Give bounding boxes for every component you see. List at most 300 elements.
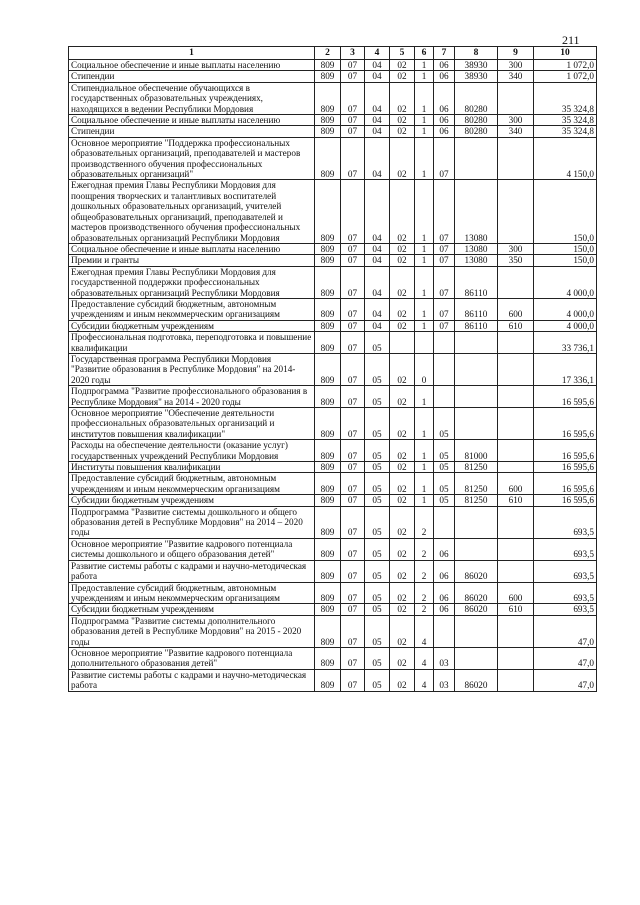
table-row [69,137,597,180]
direction-code: 13080 [455,243,498,254]
expense-type-code [498,506,534,538]
program-code: 02 [390,473,415,495]
direction-code: 13080 [455,255,498,266]
page-number: 211 [562,33,580,47]
program-code: 02 [390,462,415,473]
row-name: Субсидии бюджетным учреждениям [69,604,315,615]
column-header: 10 [534,47,597,60]
program-code: 02 [390,386,415,408]
ministry-code: 809 [315,180,341,243]
expense-type-code [498,386,534,408]
budget-table [68,46,597,692]
table-body [69,60,597,692]
expense-type-code [498,669,534,691]
expense-type-code [498,82,534,114]
direction-code: 81250 [455,495,498,506]
direction-code: 86110 [455,298,498,320]
program-code: 02 [390,353,415,385]
subprogram-code: 1 [415,82,434,114]
subprogram-code: 4 [415,647,434,669]
subprogram-code: 1 [415,137,434,180]
row-name: Предоставление субсидий бюджетным, автономным учреждениям и иным некоммерческим организациям [69,298,315,320]
direction-code [455,386,498,408]
direction-code: 81250 [455,473,498,495]
activity-code: 07 [434,266,455,298]
row-name: Предоставление субсидий бюджетным, автономным учреждениям и иным некоммерческим организациям [69,473,315,495]
section-code: 07 [341,604,365,615]
amount: 1 072,0 [534,71,597,82]
program-code: 02 [390,647,415,669]
direction-code: 86020 [455,669,498,691]
subprogram-code: 1 [415,243,434,254]
program-code: 02 [390,60,415,71]
subsection-code: 04 [365,298,390,320]
table-row [69,298,597,320]
section-code: 07 [341,60,365,71]
table-row [69,180,597,243]
expense-type-code: 300 [498,60,534,71]
table-row [69,266,597,298]
subprogram-code: 1 [415,180,434,243]
subsection-code: 04 [365,255,390,266]
activity-code: 03 [434,669,455,691]
subsection-code: 04 [365,82,390,114]
activity-code: 07 [434,243,455,254]
ministry-code: 809 [315,408,341,440]
subprogram-code: 1 [415,266,434,298]
direction-code: 86110 [455,320,498,331]
row-name: Стипендии [69,71,315,82]
section-code: 07 [341,386,365,408]
row-name: Институты повышения квалификации [69,462,315,473]
program-code: 02 [390,266,415,298]
amount: 35 324,8 [534,82,597,114]
subsection-code: 05 [365,353,390,385]
subsection-code: 05 [365,538,390,560]
activity-code: 06 [434,560,455,582]
expense-type-code [498,353,534,385]
subprogram-code: 1 [415,71,434,82]
subprogram-code: 2 [415,538,434,560]
amount: 47,0 [534,615,597,647]
direction-code: 80280 [455,126,498,137]
subsection-code: 05 [365,462,390,473]
table-row [69,615,597,647]
ministry-code: 809 [315,615,341,647]
expense-type-code: 300 [498,243,534,254]
column-header: 9 [498,47,534,60]
ministry-code: 809 [315,126,341,137]
section-code: 07 [341,506,365,538]
subsection-code: 05 [365,560,390,582]
activity-code: 06 [434,60,455,71]
subsection-code: 04 [365,243,390,254]
subprogram-code: 1 [415,495,434,506]
activity-code [434,386,455,408]
program-code: 02 [390,82,415,114]
activity-code: 05 [434,440,455,462]
table-row [69,332,597,354]
program-code: 02 [390,71,415,82]
subprogram-code: 1 [415,298,434,320]
section-code: 07 [341,615,365,647]
section-code: 07 [341,126,365,137]
subprogram-code: 2 [415,604,434,615]
subsection-code: 05 [365,332,390,354]
row-name: Расходы на обеспечение деятельности (оказание услуг) государственных учреждений Республики Мордовия [69,440,315,462]
table-row [69,462,597,473]
column-header: 2 [315,47,341,60]
section-code: 07 [341,115,365,126]
direction-code [455,647,498,669]
subprogram-code: 1 [415,440,434,462]
activity-code [434,353,455,385]
subsection-code: 04 [365,180,390,243]
activity-code: 06 [434,71,455,82]
subsection-code: 04 [365,60,390,71]
expense-type-code: 300 [498,115,534,126]
subsection-code: 05 [365,408,390,440]
expense-type-code: 600 [498,298,534,320]
section-code: 07 [341,560,365,582]
direction-code: 38930 [455,71,498,82]
activity-code: 06 [434,604,455,615]
program-code: 02 [390,320,415,331]
activity-code: 05 [434,408,455,440]
amount: 1 072,0 [534,60,597,71]
activity-code: 07 [434,137,455,180]
activity-code: 06 [434,538,455,560]
section-code: 07 [341,320,365,331]
section-code: 07 [341,473,365,495]
row-name: Социальное обеспечение и иные выплаты населению [69,115,315,126]
activity-code [434,615,455,647]
direction-code: 80280 [455,82,498,114]
ministry-code: 809 [315,332,341,354]
subprogram-code: 1 [415,115,434,126]
subsection-code: 05 [365,506,390,538]
ministry-code: 809 [315,582,341,604]
row-name: Субсидии бюджетным учреждениям [69,495,315,506]
table-row [69,408,597,440]
row-name: Подпрограмма "Развитие системы дополнительного образования детей в Республике Мордовия" на 2015 - 2020 годы [69,615,315,647]
expense-type-code [498,538,534,560]
ministry-code: 809 [315,462,341,473]
ministry-code: 809 [315,298,341,320]
column-header: 7 [434,47,455,60]
row-name: Подпрограмма "Развитие системы дошкольного и общего образования детей в Республике Мордовия" на 2014 – 2020 годы [69,506,315,538]
section-code: 07 [341,266,365,298]
row-name: Основное мероприятие "Развитие кадрового потенциала системы дошкольного и общего образования детей" [69,538,315,560]
section-code: 07 [341,243,365,254]
section-code: 07 [341,538,365,560]
activity-code: 05 [434,495,455,506]
expense-type-code [498,647,534,669]
table-row [69,506,597,538]
ministry-code: 809 [315,115,341,126]
ministry-code: 809 [315,60,341,71]
amount: 16 595,6 [534,462,597,473]
program-code: 02 [390,298,415,320]
table-row [69,126,597,137]
ministry-code: 809 [315,560,341,582]
ministry-code: 809 [315,473,341,495]
ministry-code: 809 [315,386,341,408]
activity-code: 07 [434,298,455,320]
table-row [69,538,597,560]
table-row [69,115,597,126]
section-code: 07 [341,408,365,440]
program-code: 02 [390,604,415,615]
expense-type-code: 340 [498,126,534,137]
row-name: Социальное обеспечение и иные выплаты населению [69,60,315,71]
program-code: 02 [390,615,415,647]
subprogram-code: 1 [415,408,434,440]
section-code: 07 [341,440,365,462]
subprogram-code: 1 [415,386,434,408]
ministry-code: 809 [315,353,341,385]
ministry-code: 809 [315,266,341,298]
subprogram-code: 1 [415,126,434,137]
program-code: 02 [390,137,415,180]
amount: 4 150,0 [534,137,597,180]
amount: 16 595,6 [534,440,597,462]
activity-code: 06 [434,582,455,604]
amount: 33 736,1 [534,332,597,354]
table-row [69,604,597,615]
ministry-code: 809 [315,647,341,669]
program-code: 02 [390,243,415,254]
table-row [69,582,597,604]
expense-type-code [498,560,534,582]
subsection-code: 05 [365,386,390,408]
row-name: Премии и гранты [69,255,315,266]
ministry-code: 809 [315,538,341,560]
program-code [390,332,415,354]
row-name: Субсидии бюджетным учреждениям [69,320,315,331]
section-code: 07 [341,180,365,243]
activity-code [434,506,455,538]
expense-type-code [498,266,534,298]
table-row [69,560,597,582]
direction-code: 38930 [455,60,498,71]
direction-code: 86110 [455,266,498,298]
direction-code: 86020 [455,604,498,615]
row-name: Социальное обеспечение и иные выплаты населению [69,243,315,254]
subsection-code: 05 [365,669,390,691]
program-code: 02 [390,495,415,506]
expense-type-code: 340 [498,71,534,82]
row-name: Государственная программа Республики Мордовия "Развитие образования в Республике Мордовия" на 2014-2020 годы [69,353,315,385]
activity-code: 06 [434,82,455,114]
amount: 16 595,6 [534,473,597,495]
direction-code: 13080 [455,180,498,243]
amount: 4 000,0 [534,298,597,320]
column-header: 8 [455,47,498,60]
expense-type-code [498,615,534,647]
amount: 693,5 [534,506,597,538]
expense-type-code: 350 [498,255,534,266]
amount: 693,5 [534,604,597,615]
amount: 35 324,8 [534,115,597,126]
amount: 16 595,6 [534,386,597,408]
activity-code: 06 [434,115,455,126]
amount: 17 336,1 [534,353,597,385]
column-header: 5 [390,47,415,60]
row-name: Ежегодная премия Главы Республики Мордовия для поощрения творческих и талантливых воспитателей дошкольных образовательных организаций, учителей общеобразовательных организаций, преподавателей и мастеров производственного обучения профессиональных образовательных организаций Республики Мордовия [69,180,315,243]
row-name: Основное мероприятие "Развитие кадрового потенциала дополнительного образования детей" [69,647,315,669]
ministry-code: 809 [315,495,341,506]
table-row [69,243,597,254]
direction-code [455,137,498,180]
subprogram-code: 2 [415,560,434,582]
subsection-code: 05 [365,473,390,495]
amount: 47,0 [534,647,597,669]
row-name: Основное мероприятие "Обеспечение деятельности профессиональных образовательных организаций и институтов повышения квалификации" [69,408,315,440]
expense-type-code [498,180,534,243]
subsection-code: 05 [365,604,390,615]
direction-code: 81250 [455,462,498,473]
row-name: Подпрограмма "Развитие профессионального образования в Республике Мордовия" на 2014 - 2020 годы [69,386,315,408]
column-header: 3 [341,47,365,60]
activity-code: 05 [434,462,455,473]
subprogram-code: 2 [415,506,434,538]
activity-code [434,332,455,354]
direction-code [455,615,498,647]
expense-type-code: 610 [498,320,534,331]
program-code: 02 [390,180,415,243]
program-code: 02 [390,669,415,691]
amount: 47,0 [534,669,597,691]
section-code: 07 [341,669,365,691]
row-name: Развитие системы работы с кадрами и научно-методическая работа [69,669,315,691]
amount: 150,0 [534,180,597,243]
table-row [69,255,597,266]
direction-code: 81000 [455,440,498,462]
expense-type-code: 600 [498,473,534,495]
program-code: 02 [390,408,415,440]
amount: 693,5 [534,582,597,604]
ministry-code: 809 [315,243,341,254]
row-name: Развитие системы работы с кадрами и научно-методическая работа [69,560,315,582]
expense-type-code [498,332,534,354]
row-name: Предоставление субсидий бюджетным, автономным учреждениям и иным некоммерческим организациям [69,582,315,604]
ministry-code: 809 [315,82,341,114]
ministry-code: 809 [315,604,341,615]
row-name: Основное мероприятие "Поддержка профессиональных образовательных организаций, преподавателей и мастеров производственного обучения профессиональных образовательных организаций" [69,137,315,180]
amount: 16 595,6 [534,495,597,506]
subprogram-code: 0 [415,353,434,385]
direction-code [455,538,498,560]
activity-code: 05 [434,473,455,495]
subsection-code: 04 [365,115,390,126]
expense-type-code [498,462,534,473]
direction-code: 80280 [455,115,498,126]
ministry-code: 809 [315,506,341,538]
amount: 16 595,6 [534,408,597,440]
table-row [69,320,597,331]
section-code: 07 [341,495,365,506]
table-row [69,82,597,114]
program-code: 02 [390,255,415,266]
direction-code: 86020 [455,560,498,582]
section-code: 07 [341,332,365,354]
subprogram-code: 1 [415,60,434,71]
subsection-code: 05 [365,495,390,506]
column-header: 1 [69,47,315,60]
subsection-code: 04 [365,126,390,137]
ministry-code: 809 [315,669,341,691]
row-name: Стипендиальное обеспечение обучающихся в государственных образовательных учреждениях, находящихся в ведении Республики Мордовия [69,82,315,114]
table-row [69,647,597,669]
amount: 693,5 [534,560,597,582]
ministry-code: 809 [315,320,341,331]
subprogram-code: 4 [415,669,434,691]
subprogram-code [415,332,434,354]
subsection-code: 04 [365,71,390,82]
program-code: 02 [390,115,415,126]
table-row [69,495,597,506]
program-code: 02 [390,560,415,582]
section-code: 07 [341,353,365,385]
program-code: 02 [390,440,415,462]
amount: 693,5 [534,538,597,560]
section-code: 07 [341,582,365,604]
subprogram-code: 1 [415,462,434,473]
column-header: 4 [365,47,390,60]
activity-code: 07 [434,180,455,243]
expense-type-code [498,440,534,462]
section-code: 07 [341,137,365,180]
subprogram-code: 4 [415,615,434,647]
section-code: 07 [341,298,365,320]
section-code: 07 [341,71,365,82]
direction-code: 86020 [455,582,498,604]
activity-code: 03 [434,647,455,669]
amount: 150,0 [534,243,597,254]
amount: 35 324,8 [534,126,597,137]
subsection-code: 04 [365,320,390,331]
column-header: 6 [415,47,434,60]
ministry-code: 809 [315,71,341,82]
table-row [69,60,597,71]
program-code: 02 [390,126,415,137]
header-row [69,47,597,60]
subsection-code: 04 [365,137,390,180]
ministry-code: 809 [315,440,341,462]
direction-code [455,332,498,354]
subprogram-code: 1 [415,255,434,266]
section-code: 07 [341,647,365,669]
table-row [69,353,597,385]
table-row [69,386,597,408]
ministry-code: 809 [315,137,341,180]
row-name: Ежегодная премия Главы Республики Мордовия для государственной поддержки профессиональных образовательных организаций Республики Мордовия [69,266,315,298]
program-code: 02 [390,506,415,538]
direction-code [455,353,498,385]
ministry-code: 809 [315,255,341,266]
amount: 150,0 [534,255,597,266]
subsection-code: 05 [365,647,390,669]
section-code: 07 [341,462,365,473]
table-row [69,440,597,462]
section-code: 07 [341,82,365,114]
row-name: Стипендии [69,126,315,137]
activity-code: 07 [434,320,455,331]
expense-type-code: 610 [498,604,534,615]
table-row [69,669,597,691]
amount: 4 000,0 [534,320,597,331]
